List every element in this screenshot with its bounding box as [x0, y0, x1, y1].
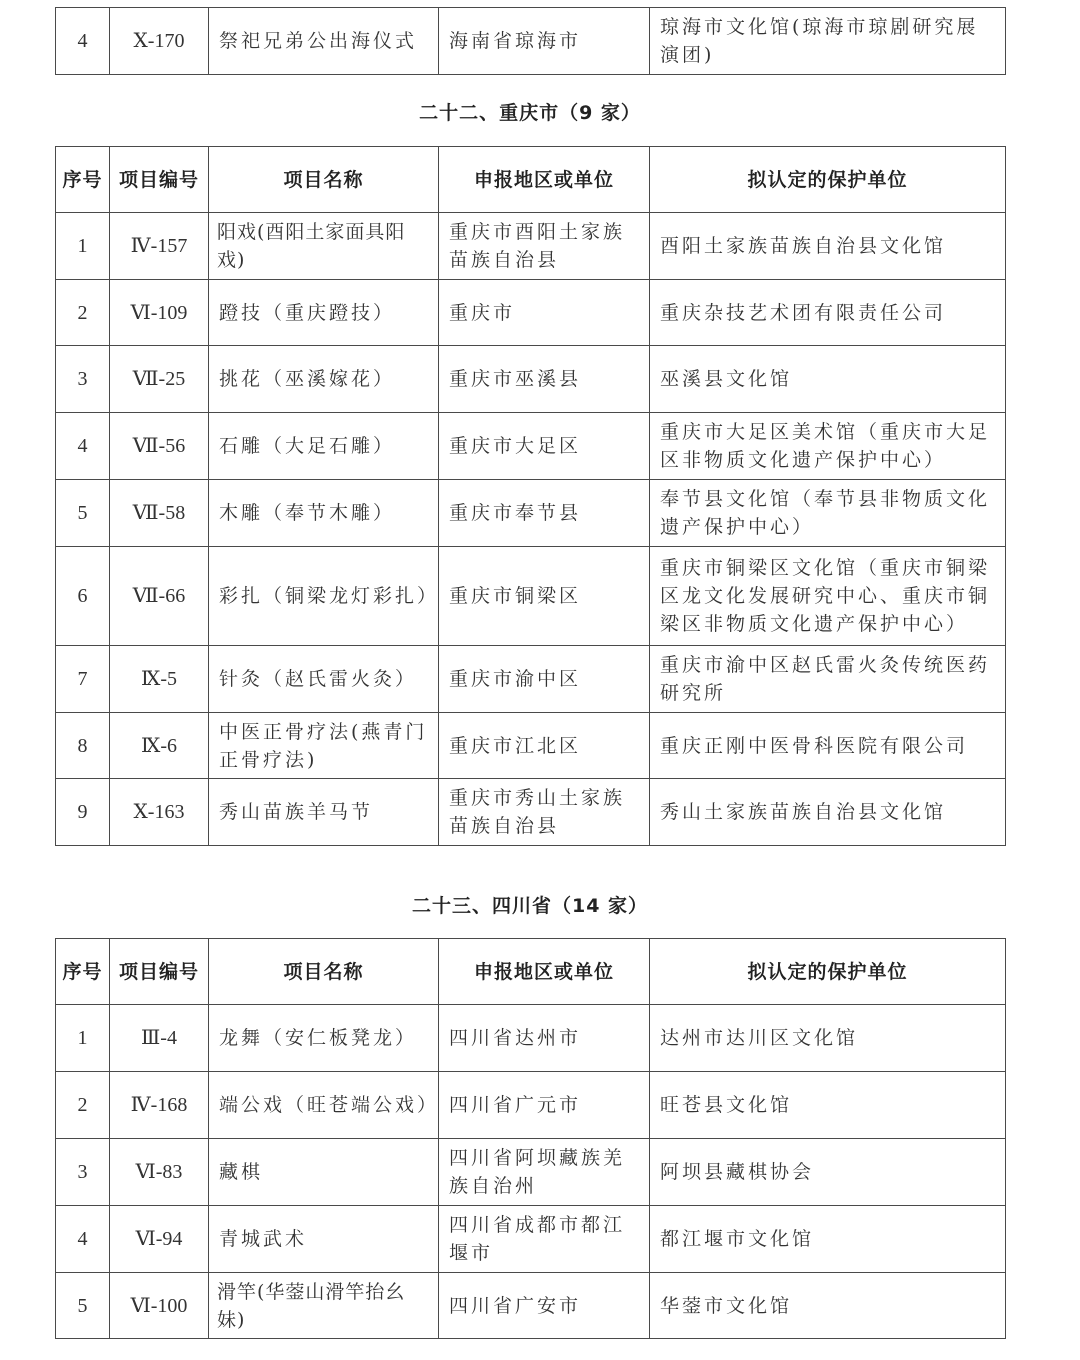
- row-number: 3: [56, 346, 110, 413]
- table-row: [56, 1273, 1006, 1339]
- item-name: 端公戏（旺苍端公戏）: [209, 1072, 439, 1139]
- item-name: 中医正骨疗法(燕青门正骨疗法): [209, 713, 439, 779]
- item-unit: 奉节县文化馆（奉节县非物质文化遗产保护中心）: [650, 480, 1006, 547]
- row-number: 2: [56, 280, 110, 346]
- item-code: Ⅹ-170: [110, 8, 209, 75]
- row-number: 4: [56, 1206, 110, 1273]
- item-code: Ⅵ-94: [110, 1206, 209, 1273]
- item-region: 海南省琼海市: [439, 8, 650, 75]
- item-code: Ⅵ-83: [110, 1139, 209, 1206]
- table-row: [56, 1206, 1006, 1273]
- item-region: 重庆市大足区: [439, 413, 650, 480]
- item-code: Ⅲ-4: [110, 1005, 209, 1072]
- item-code: Ⅹ-163: [110, 779, 209, 846]
- hainan-table: [55, 7, 1006, 75]
- table-row: [56, 280, 1006, 346]
- header-name: 项目名称: [209, 147, 439, 213]
- table-header-row: [56, 147, 1006, 213]
- item-region: 重庆市渝中区: [439, 646, 650, 713]
- item-name: 青城武术: [209, 1206, 439, 1273]
- item-name: 木雕（奉节木雕）: [209, 480, 439, 547]
- item-region: 重庆市秀山土家族苗族自治县: [439, 779, 650, 846]
- table-row: [56, 1005, 1006, 1072]
- item-region: 四川省广安市: [439, 1273, 650, 1339]
- item-region: 四川省成都市都江堰市: [439, 1206, 650, 1273]
- item-code: Ⅶ-56: [110, 413, 209, 480]
- item-unit: 华蓥市文化馆: [650, 1273, 1006, 1339]
- row-number: 9: [56, 779, 110, 846]
- item-unit: 阿坝县藏棋协会: [650, 1139, 1006, 1206]
- item-name: 龙舞（安仁板凳龙）: [209, 1005, 439, 1072]
- item-code: Ⅶ-66: [110, 547, 209, 646]
- row-number: 1: [56, 213, 110, 280]
- item-unit: 巫溪县文化馆: [650, 346, 1006, 413]
- header-number: 序号: [56, 147, 110, 213]
- item-name: 挑花（巫溪嫁花）: [209, 346, 439, 413]
- item-region: 重庆市巫溪县: [439, 346, 650, 413]
- item-code: Ⅶ-25: [110, 346, 209, 413]
- header-number: 序号: [56, 939, 110, 1005]
- header-unit: 拟认定的保护单位: [650, 939, 1006, 1005]
- table-row: [56, 346, 1006, 413]
- item-code: Ⅳ-168: [110, 1072, 209, 1139]
- item-unit: 重庆正刚中医骨科医院有限公司: [650, 713, 1006, 779]
- item-unit: 酉阳土家族苗族自治县文化馆: [650, 213, 1006, 280]
- item-region: 四川省阿坝藏族羌族自治州: [439, 1139, 650, 1206]
- item-unit: 重庆市渝中区赵氏雷火灸传统医药研究所: [650, 646, 1006, 713]
- item-code: Ⅸ-6: [110, 713, 209, 779]
- item-region: 重庆市奉节县: [439, 480, 650, 547]
- row-number: 6: [56, 547, 110, 646]
- header-region: 申报地区或单位: [439, 147, 650, 213]
- table-row: [56, 413, 1006, 480]
- header-region: 申报地区或单位: [439, 939, 650, 1005]
- item-code: Ⅵ-100: [110, 1273, 209, 1339]
- item-unit: 旺苍县文化馆: [650, 1072, 1006, 1139]
- item-unit: 重庆市铜梁区文化馆（重庆市铜梁区龙文化发展研究中心、重庆市铜梁区非物质文化遗产保护中心）: [650, 547, 1006, 646]
- item-unit: 琼海市文化馆(琼海市琼剧研究展演团): [650, 8, 1006, 75]
- item-name: 祭祀兄弟公出海仪式: [209, 8, 439, 75]
- row-number: 7: [56, 646, 110, 713]
- item-code: Ⅶ-58: [110, 480, 209, 547]
- item-name: 针灸（赵氏雷火灸）: [209, 646, 439, 713]
- table-row: [56, 8, 1006, 75]
- row-number: 5: [56, 1273, 110, 1339]
- table-header-row: [56, 939, 1006, 1005]
- table-row: [56, 713, 1006, 779]
- row-number: 4: [56, 413, 110, 480]
- item-code: Ⅵ-109: [110, 280, 209, 346]
- table-row: [56, 547, 1006, 646]
- table-row: [56, 213, 1006, 280]
- item-region: 四川省达州市: [439, 1005, 650, 1072]
- item-region: 四川省广元市: [439, 1072, 650, 1139]
- table-row: [56, 1139, 1006, 1206]
- item-name: 彩扎（铜梁龙灯彩扎）: [209, 547, 439, 646]
- item-name: 滑竿(华蓥山滑竿抬幺妹): [209, 1273, 439, 1339]
- row-number: 1: [56, 1005, 110, 1072]
- table-row: [56, 779, 1006, 846]
- item-region: 重庆市: [439, 280, 650, 346]
- header-code: 项目编号: [110, 147, 209, 213]
- item-unit: 都江堰市文化馆: [650, 1206, 1006, 1273]
- section-title-sichuan: 二十三、四川省（14 家）: [411, 895, 649, 917]
- item-region: 重庆市酉阳土家族苗族自治县: [439, 213, 650, 280]
- row-number: 3: [56, 1139, 110, 1206]
- header-unit: 拟认定的保护单位: [650, 147, 1006, 213]
- item-region: 重庆市江北区: [439, 713, 650, 779]
- item-unit: 秀山土家族苗族自治县文化馆: [650, 779, 1006, 846]
- item-unit: 达州市达川区文化馆: [650, 1005, 1006, 1072]
- table-row: [56, 1072, 1006, 1139]
- row-number: 8: [56, 713, 110, 779]
- item-name: 蹬技（重庆蹬技）: [209, 280, 439, 346]
- item-name: 阳戏(酉阳土家面具阳戏): [209, 213, 439, 280]
- item-code: Ⅸ-5: [110, 646, 209, 713]
- item-unit: 重庆杂技艺术团有限责任公司: [650, 280, 1006, 346]
- row-number: 4: [56, 8, 110, 75]
- sichuan-table: [55, 938, 1006, 1339]
- header-code: 项目编号: [110, 939, 209, 1005]
- row-number: 5: [56, 480, 110, 547]
- item-unit: 重庆市大足区美术馆（重庆市大足区非物质文化遗产保护中心）: [650, 413, 1006, 480]
- section-title-chongqing: 二十二、重庆市（9 家）: [419, 102, 641, 124]
- item-region: 重庆市铜梁区: [439, 547, 650, 646]
- item-name: 秀山苗族羊马节: [209, 779, 439, 846]
- item-code: Ⅳ-157: [110, 213, 209, 280]
- table-row: [56, 646, 1006, 713]
- table-row: [56, 480, 1006, 547]
- item-name: 石雕（大足石雕）: [209, 413, 439, 480]
- item-name: 藏棋: [209, 1139, 439, 1206]
- header-name: 项目名称: [209, 939, 439, 1005]
- chongqing-table: [55, 146, 1006, 846]
- row-number: 2: [56, 1072, 110, 1139]
